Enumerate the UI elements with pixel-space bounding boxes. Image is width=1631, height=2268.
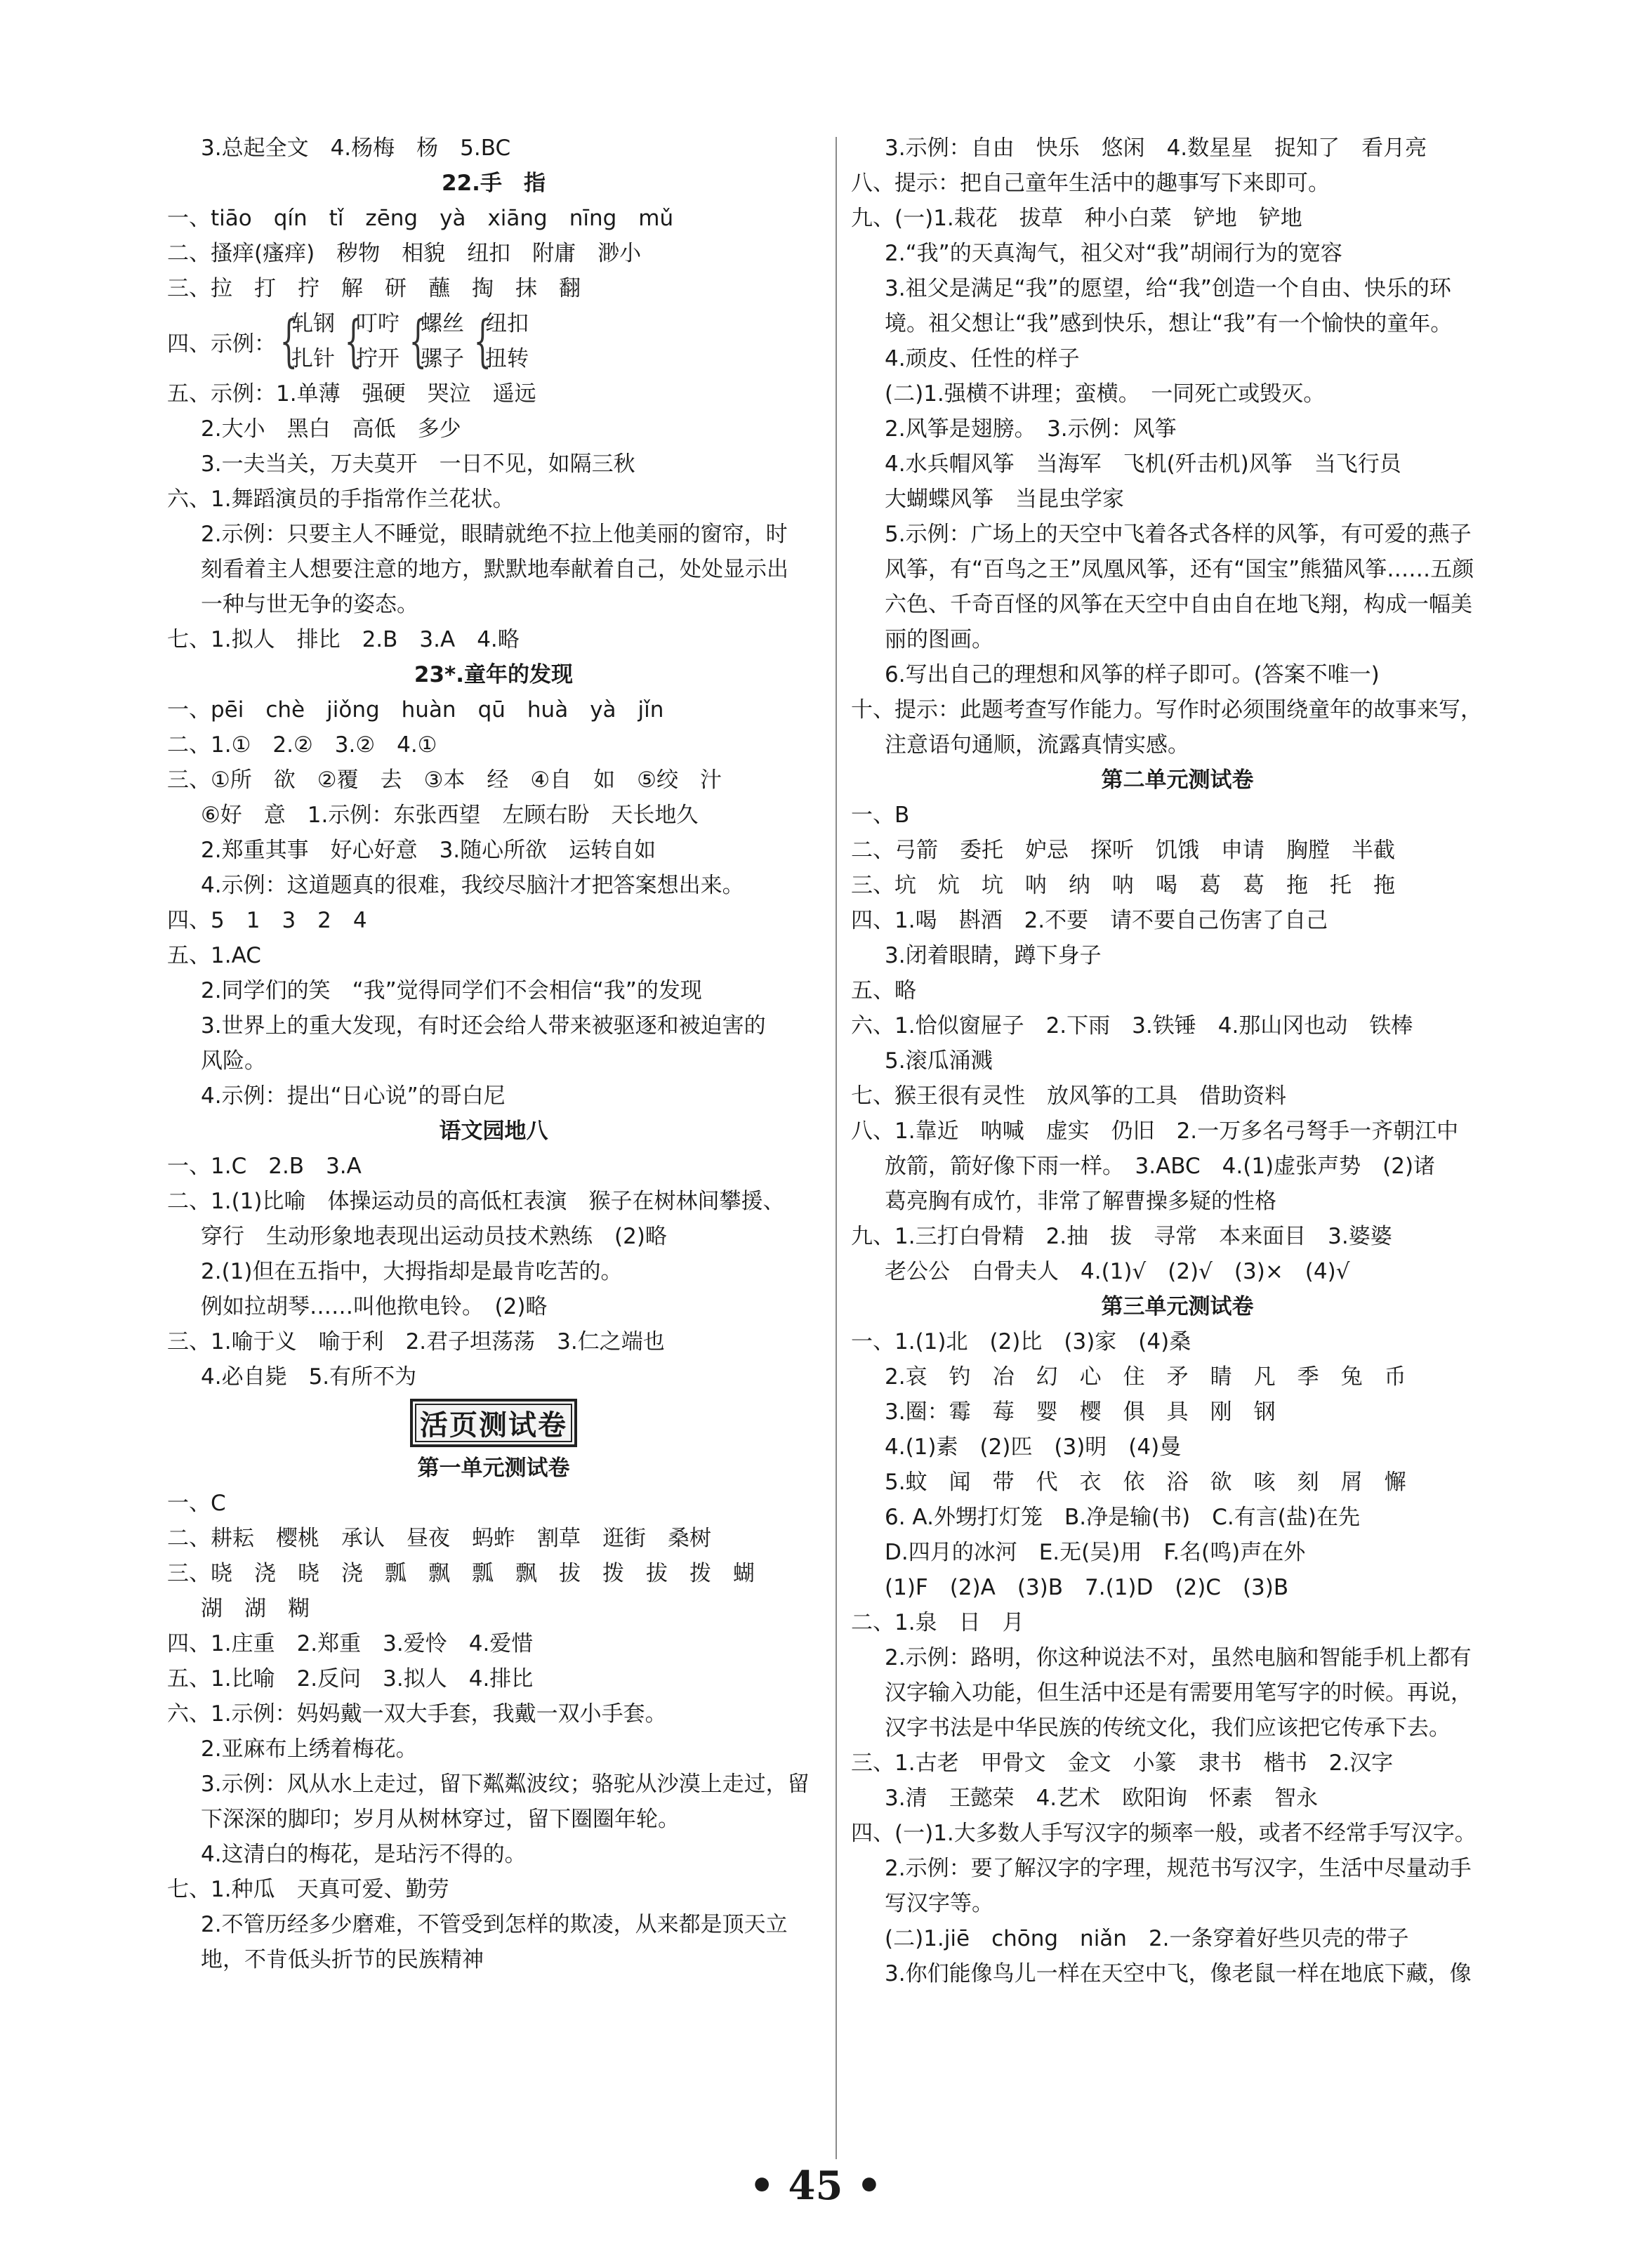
section-title: 第一单元测试卷 xyxy=(417,1456,570,1481)
answer-line: 2.郑重其事 好心好意 3.随心所欲 运转自如 xyxy=(201,838,656,863)
answer-line: 下深深的脚印；岁月从树林穿过，留下圈圈年轮。 xyxy=(201,1807,680,1832)
answer-line: 注意语句通顺，流露真情实感。 xyxy=(885,732,1189,758)
answer-line: 4.示例：这道题真的很难，我绞尽脑汁才把答案想出来。 xyxy=(201,873,744,898)
answer-line: 四、1.喝 斟酒 2.不要 请不要自己伤害了自己 xyxy=(851,908,1328,933)
answer-line: 2.不管历经多少磨难，不管受到怎样的欺凌，从来都是顶天立 xyxy=(201,1912,788,1937)
right-column xyxy=(851,131,1504,1991)
answer-line: 2.(1)但在五指中，大拇指却是最肯吃苦的。 xyxy=(201,1259,623,1284)
answer-line: 七、1.种瓜 天真可爱、勤劳 xyxy=(167,1877,449,1902)
left-column xyxy=(167,131,820,1977)
answer-line: 4.必自毙 5.有所不为 xyxy=(201,1364,417,1390)
answer-line: 3.圈：霉 莓 婴 樱 俱 具 刚 钢 xyxy=(885,1399,1276,1425)
answer-line: 2.亚麻布上绣着梅花。 xyxy=(201,1736,418,1762)
answer-line: 一、pēi chè jiǒng huàn qū huà yà jǐn xyxy=(167,697,664,723)
answer-line: 地，不肯低头折节的民族精神 xyxy=(201,1947,484,1972)
answer-line: 3.示例：风从水上走过，留下粼粼波纹；骆驼从沙漠上走过，留 xyxy=(201,1772,810,1797)
answer-line: 六、1.恰似窗屉子 2.下雨 3.铁锤 4.那山冈也动 铁棒 xyxy=(851,1013,1413,1039)
answer-line: 3.你们能像鸟儿一样在天空中飞，像老鼠一样在地底下藏，像 xyxy=(885,1961,1472,1986)
column-divider xyxy=(836,137,837,2159)
brace-answer-row xyxy=(167,306,820,376)
answer-line: 七、猴王很有灵性 放风筝的工具 借助资料 xyxy=(851,1083,1286,1109)
answer-line: 四、1.庄重 2.郑重 3.爱怜 4.爱惜 xyxy=(167,1631,534,1656)
brace-item: 叮咛 xyxy=(356,311,400,336)
answer-line: ⑥好 意 1.示例：东张西望 左顾右盼 天长地久 xyxy=(201,803,699,828)
brace-item: 螺丝 xyxy=(421,311,464,336)
section-title: 22.手 指 xyxy=(442,171,546,196)
answer-line: 境。祖父想让“我”感到快乐，想让“我”有一个愉快的童年。 xyxy=(885,311,1453,336)
answer-line: 一、1.(1)北 (2)比 (3)家 (4)桑 xyxy=(851,1329,1191,1354)
answer-line: 写汉字等。 xyxy=(885,1891,993,1916)
brace-group: { 螺丝 骡子 xyxy=(405,306,464,376)
answer-line: 九、(一)1.栽花 拔草 种小白菜 铲地 铲地 xyxy=(851,206,1302,231)
answer-line: 3.闭着眼睛，蹲下身子 xyxy=(885,943,1102,968)
answer-line: 2.哀 钓 冶 幻 心 住 矛 睛 凡 季 兔 币 xyxy=(885,1364,1406,1390)
answer-line: 三、拉 打 拧 解 研 蘸 掏 抹 翻 xyxy=(167,276,581,301)
brace-group: { 轧钢 扎针 xyxy=(276,306,335,376)
answer-line: 大蝴蝶风筝 当昆虫学家 xyxy=(885,487,1124,512)
brace-item: 骡子 xyxy=(421,346,464,371)
answer-line: 二、弓箭 委托 妒忌 探听 饥饿 申请 胸膛 半截 xyxy=(851,838,1395,863)
answer-line: 5.蚊 闻 带 代 衣 依 浴 欲 咳 刻 屑 懈 xyxy=(885,1470,1406,1495)
answer-line: 六、1.舞蹈演员的手指常作兰花状。 xyxy=(167,487,515,512)
section-title: 语文园地八 xyxy=(439,1119,548,1144)
answer-line: 湖 湖 糊 xyxy=(201,1596,310,1621)
brace-item: 轧钢 xyxy=(291,311,335,336)
answer-line: 二、耕耘 樱桃 承认 昼夜 蚂蚱 割草 逛街 桑树 xyxy=(167,1526,711,1551)
answer-label: 四、示例： xyxy=(167,331,276,357)
answer-line: 二、1.(1)比喻 体操运动员的高低杠表演 猴子在树林间攀援、 xyxy=(167,1189,785,1214)
answer-line: 5.示例：广场上的天空中飞着各式各样的风筝，有可爱的燕子 xyxy=(885,522,1472,547)
answer-line: 4.示例：提出“日心说”的哥白尼 xyxy=(201,1083,506,1109)
answer-line: 刻看着主人想要注意的地方，默默地奉献着自己，处处显示出 xyxy=(201,557,788,582)
answer-line: 四、(一)1.大多数人手写汉字的频率一般，或者不经常手写汉字。 xyxy=(851,1821,1477,1846)
answer-line: 一、tiāo qín tǐ zēng yà xiāng nīng mǔ xyxy=(167,206,674,231)
answer-line: 三、1.古老 甲骨文 金文 小篆 隶书 楷书 2.汉字 xyxy=(851,1751,1394,1776)
answer-line: 一种与世无争的姿态。 xyxy=(201,592,418,617)
answer-line: 一、B xyxy=(851,803,910,828)
answer-line: 2.风筝是翅膀。 3.示例：风筝 xyxy=(885,416,1177,442)
brace-group: { 叮咛 拧开 xyxy=(341,306,400,376)
answer-line: 2.大小 黑白 高低 多少 xyxy=(201,416,461,442)
answer-line: 2.示例：要了解汉字的字理，规范书写汉字，生活中尽量动手 xyxy=(885,1856,1472,1881)
answer-line: 2.示例：路明，你这种说法不对，虽然电脑和智能手机上都有 xyxy=(885,1645,1472,1670)
answer-line: 六色、千奇百怪的风筝在天空中自由自在地飞翔，构成一幅美 xyxy=(885,592,1472,617)
answer-line: 3.总起全文 4.杨梅 杨 5.BC xyxy=(201,136,511,161)
answer-line: 二、1.① 2.② 3.② 4.① xyxy=(167,732,437,758)
answer-line: 2.同学们的笑 “我”觉得同学们不会相信“我”的发现 xyxy=(201,978,702,1003)
answer-line: 3.一夫当关，万夫莫开 一日不见，如隔三秋 xyxy=(201,451,635,477)
answer-line: 八、提示：把自己童年生活中的趣事写下来即可。 xyxy=(851,171,1330,196)
answer-line: 3.示例：自由 快乐 悠闲 4.数星星 捉知了 看月亮 xyxy=(885,136,1427,161)
answer-line: 二、1.泉 日 月 xyxy=(851,1610,1024,1635)
answer-line: 5.滚瓜涌溅 xyxy=(885,1048,993,1074)
answer-line: 风筝，有“百鸟之王”凤凰风筝，还有“国宝”熊猫风筝……五颜 xyxy=(885,557,1474,582)
answer-line: 八、1.靠近 呐喊 虚实 仍旧 2.一万多名弓弩手一齐朝江中 xyxy=(851,1119,1459,1144)
answer-line: 穿行 生动形象地表现出运动员技术熟练 (2)略 xyxy=(201,1224,667,1249)
section-title: 第三单元测试卷 xyxy=(1101,1294,1254,1319)
answer-line: 例如拉胡琴……叫他揿电铃。 (2)略 xyxy=(201,1294,548,1319)
answer-line: 三、①所 欲 ②覆 去 ③本 经 ④自 如 ⑤绞 汁 xyxy=(167,767,722,793)
answer-line: 风险。 xyxy=(201,1048,266,1074)
answer-line: 3.清 王懿荣 4.艺术 欧阳询 怀素 智永 xyxy=(885,1786,1319,1811)
brace-item: 扭转 xyxy=(485,346,529,371)
brace-item: 纽扣 xyxy=(485,311,529,336)
answer-line: 五、1.AC xyxy=(167,943,261,968)
answer-line: 6. A.外甥打灯笼 B.净是输(书) C.有言(盐)在先 xyxy=(885,1505,1360,1530)
answer-line: 6.写出自己的理想和风筝的样子即可。(答案不唯一) xyxy=(885,662,1380,687)
answer-line: 五、1.比喻 2.反问 3.拟人 4.排比 xyxy=(167,1666,534,1692)
section-title: 23*.童年的发现 xyxy=(414,662,574,687)
brace-item: 拧开 xyxy=(356,346,400,371)
answer-line: 3.世界上的重大发现，有时还会给人带来被驱逐和被迫害的 xyxy=(201,1013,766,1039)
answer-line: 五、示例：1.单薄 强硬 哭泣 遥远 xyxy=(167,381,536,407)
page-number: • 45 • xyxy=(749,2163,882,2209)
answer-line: 一、1.C 2.B 3.A xyxy=(167,1154,362,1179)
answer-line: 三、晓 浇 晓 浇 瓢 飘 瓢 飘 拔 拨 拔 拨 蝴 xyxy=(167,1561,755,1586)
answer-line: 老公公 白骨夫人 4.(1)√ (2)√ (3)× (4)√ xyxy=(885,1259,1350,1284)
answer-line: 二、搔痒(瘙痒) 秽物 相貌 纽扣 附庸 渺小 xyxy=(167,241,642,266)
answer-line: 3.祖父是满足“我”的愿望，给“我”创造一个自由、快乐的环 xyxy=(885,276,1451,301)
answer-line: 4.(1)素 (2)匹 (3)明 (4)曼 xyxy=(885,1435,1182,1460)
answer-line: D.四月的冰河 E.无(吴)用 F.名(鸣)声在外 xyxy=(885,1540,1306,1565)
answer-line: 葛亮胸有成竹，非常了解曹操多疑的性格 xyxy=(885,1189,1276,1214)
answer-line: 十、提示：此题考查写作能力。写作时必须围绕童年的故事来写， xyxy=(851,697,1482,723)
answer-line: (1)F (2)A (3)B 7.(1)D (2)C (3)B xyxy=(885,1575,1289,1600)
answer-line: 五、略 xyxy=(851,978,916,1003)
answer-line: 七、1.拟人 排比 2.B 3.A 4.略 xyxy=(167,627,520,652)
boxed-heading: 活页测试卷 xyxy=(410,1399,577,1447)
answer-line: 放箭，箭好像下雨一样。 3.ABC 4.(1)虚张声势 (2)诸 xyxy=(885,1154,1436,1179)
answer-line: 4.水兵帽风筝 当海军 飞机(歼击机)风筝 当飞行员 xyxy=(885,451,1401,477)
answer-line: 丽的图画。 xyxy=(885,627,993,652)
boxed-heading-row xyxy=(167,1395,820,1451)
answer-line: 2.示例：只要主人不睡觉，眼睛就绝不拉上他美丽的窗帘，时 xyxy=(201,522,788,547)
answer-line: 4.顽皮、任性的样子 xyxy=(885,346,1080,371)
answer-line: (二)1.jiē chōng niǎn 2.一条穿着好些贝壳的带子 xyxy=(885,1926,1409,1951)
answer-line: 三、1.喻于义 喻于利 2.君子坦荡荡 3.仁之端也 xyxy=(167,1329,665,1354)
section-title: 第二单元测试卷 xyxy=(1101,767,1254,793)
answer-line: 九、1.三打白骨精 2.抽 拔 寻常 本来面目 3.婆婆 xyxy=(851,1224,1392,1249)
brace-group: { 纽扣 扭转 xyxy=(470,306,529,376)
answer-line: 4.这清白的梅花，是玷污不得的。 xyxy=(201,1842,527,1867)
answer-line: 三、坑 炕 坑 呐 纳 呐 喝 葛 葛 拖 托 拖 xyxy=(851,873,1395,898)
answer-line: 六、1.示例：妈妈戴一双大手套，我戴一双小手套。 xyxy=(167,1701,667,1727)
answer-line: 汉字输入功能，但生活中还是有需要用笔写字的时候。再说， xyxy=(885,1680,1472,1706)
answer-line: 汉字书法是中华民族的传统文化，我们应该把它传承下去。 xyxy=(885,1715,1451,1741)
answer-line: (二)1.强横不讲理；蛮横。 一同死亡或毁灭。 xyxy=(885,381,1326,407)
answer-line: 四、5 1 3 2 4 xyxy=(167,908,367,933)
answer-line: 一、C xyxy=(167,1491,226,1516)
brace-item: 扎针 xyxy=(291,346,335,371)
answer-line: 2.“我”的天真淘气，祖父对“我”胡闹行为的宽容 xyxy=(885,241,1342,266)
